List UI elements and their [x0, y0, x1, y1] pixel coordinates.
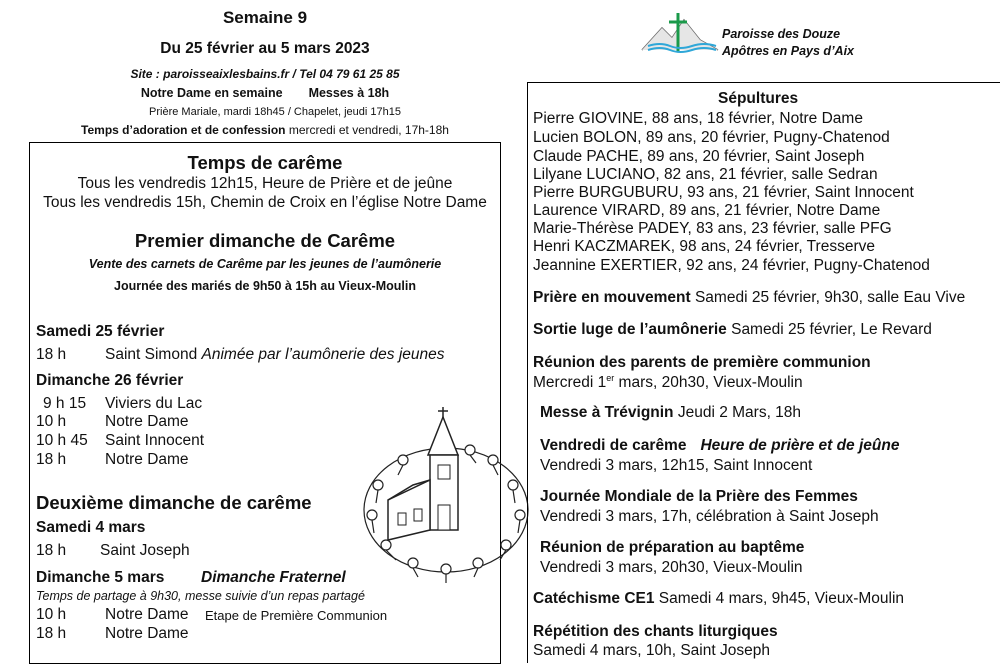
lent-friday-tag: Heure de prière et de jeûne — [700, 437, 900, 454]
lent-friday — [540, 437, 899, 455]
sun5-place: Notre Dame — [105, 625, 189, 642]
sun26-time: 18 h — [36, 451, 67, 468]
first-communion-parents-title: Réunion des parents de première communion — [533, 354, 871, 371]
lent-fridays-way-of-cross: Tous les vendredis 15h, Chemin de Croix en l’église Notre Dame — [43, 194, 487, 211]
parents-date-rest: mars, 20h30, Vieux-Moulin — [614, 374, 803, 392]
sat25-place — [105, 346, 445, 364]
sun26-time: 10 h — [36, 413, 67, 430]
sat25-place-name: Saint Simond — [105, 346, 198, 363]
lent-times-title: Temps de carême — [187, 152, 343, 173]
funeral-entry: Claude PACHE, 89 ans, 20 février, Saint Joseph — [533, 148, 865, 165]
baptism-prep-info: Vendredi 3 mars, 20h30, Vieux-Moulin — [540, 559, 803, 576]
adoration-times — [0, 123, 530, 137]
sun26-place: Notre Dame — [105, 413, 189, 430]
sun5-note: Temps de partage à 9h30, messe suivie d’un repas partagé — [36, 589, 365, 603]
catechism-title: Catéchisme CE1 — [533, 590, 655, 607]
womens-prayer-day-title: Journée Mondiale de la Prière des Femmes — [540, 488, 858, 505]
trevignin-mass — [540, 404, 801, 422]
sun26-title: Dimanche 26 février — [36, 372, 184, 389]
first-communion-parents-info — [533, 373, 803, 392]
first-communion-note: Etape de Première Communion — [205, 608, 388, 623]
sun26-time: 10 h 45 — [36, 432, 88, 449]
sledge-outing — [533, 321, 932, 339]
trevignin-mass-info: Jeudi 2 Mars, 18h — [673, 404, 802, 421]
nd-masses-label: Messes à 18h — [308, 86, 390, 100]
sat25-title: Samedi 25 février — [36, 323, 165, 340]
parish-name-line2: Apôtres en Pays d’Aix — [722, 44, 854, 58]
sun5-time: 18 h — [36, 625, 67, 642]
sat4-time: 18 h — [36, 542, 67, 559]
second-sunday-title: Deuxième dimanche de carême — [36, 492, 312, 513]
hymn-rehearsal-info: Samedi 4 mars, 10h, Saint Joseph — [533, 642, 770, 659]
prayer-in-motion-title: Prière en mouvement — [533, 289, 691, 306]
funeral-entry: Pierre BURGUBURU, 93 ans, 21 février, Saint Innocent — [533, 184, 914, 201]
adoration-label: Temps d’adoration et de confession — [81, 123, 286, 137]
week-title: Semaine 9 — [222, 8, 308, 27]
funerals-title: Sépultures — [718, 90, 799, 107]
lent-friday-title: Vendredi de carême — [540, 437, 687, 454]
parents-date: Mercredi 1 — [533, 374, 607, 392]
prayer-in-motion-info: Samedi 25 février, 9h30, salle Eau Vive — [690, 289, 966, 306]
sledge-outing-title: Sortie luge de l’aumônerie — [533, 321, 727, 338]
married-day-note: Journée des mariés de 9h50 à 15h au Vieux-Moulin — [114, 279, 416, 293]
parish-name-line1: Paroisse des Douze — [722, 27, 841, 41]
first-sunday-title: Premier dimanche de Carême — [134, 230, 396, 251]
funeral-entry: Marie-Thérèse PADEY, 83 ans, 23 février, salle PFG — [533, 220, 892, 237]
baptism-prep-title: Réunion de préparation au baptême — [540, 539, 805, 556]
first-sunday-note: Vente des carnets de Carême par les jeunes de l’aumônerie — [88, 257, 442, 271]
funeral-entry: Pierre GIOVINE, 88 ans, 18 février, Notre Dame — [533, 110, 863, 127]
hymn-rehearsal-title: Répétition des chants liturgiques — [533, 623, 778, 640]
lent-friday-info: Vendredi 3 mars, 12h15, Saint Innocent — [540, 457, 813, 474]
prayer-in-motion — [533, 289, 965, 307]
sun5-title: Dimanche 5 mars — [36, 569, 165, 586]
sun5-place: Notre Dame — [105, 606, 189, 623]
trevignin-mass-title: Messe à Trévignin — [540, 404, 674, 421]
sun26-place: Viviers du Lac — [105, 395, 203, 412]
sun5-tag: Dimanche Fraternel — [201, 569, 346, 586]
sun26-place: Notre Dame — [105, 451, 189, 468]
funeral-entry: Lilyane LUCIANO, 82 ans, 21 février, salle Sedran — [533, 166, 878, 183]
sat4-place: Saint Joseph — [100, 542, 190, 559]
parents-date-suffix: er — [606, 373, 615, 383]
funeral-entry: Lucien BOLON, 89 ans, 20 février, Pugny-Chatenod — [533, 129, 890, 146]
sat25-note: Animée par l’aumônerie des jeunes — [201, 346, 445, 363]
week-dates: Du 25 février au 5 mars 2023 — [160, 40, 370, 57]
lent-fridays-prayer: Tous les vendredis 12h15, Heure de Prière et de jeûne — [77, 175, 453, 192]
funeral-entry: Henri KACZMAREK, 98 ans, 24 février, Tresserve — [533, 238, 875, 255]
sun5-time: 10 h — [36, 606, 67, 623]
sun26-time: 9 h 15 — [43, 395, 87, 412]
funeral-entry: Laurence VIRARD, 89 ans, 21 février, Notre Dame — [533, 202, 881, 219]
sat4-title: Samedi 4 mars — [36, 519, 146, 536]
prayer-times: Prière Mariale, mardi 18h45 / Chapelet, jeudi 17h15 — [149, 106, 401, 118]
sat25-time: 18 h — [36, 346, 67, 363]
cross-mountain-logo — [640, 10, 720, 55]
funeral-entry: Jeannine EXERTIER, 92 ans, 24 février, Pugny-Chatenod — [533, 257, 930, 274]
nd-weekday-label: Notre Dame en semaine — [140, 86, 283, 100]
catechism-info: Samedi 4 mars, 9h45, Vieux-Moulin — [654, 590, 905, 607]
adoration-days: mercredi et vendredi, 17h-18h — [285, 123, 449, 137]
notre-dame-weekday — [0, 86, 530, 100]
sun26-place: Saint Innocent — [105, 432, 205, 449]
site-and-phone: Site : paroisseaixlesbains.fr / Tel 04 79 61 25 85 — [130, 67, 400, 81]
catechism — [533, 590, 904, 608]
church-with-children-drawing — [358, 405, 533, 585]
sledge-outing-info: Samedi 25 février, Le Revard — [726, 321, 932, 338]
womens-prayer-day-info: Vendredi 3 mars, 17h, célébration à Saint Joseph — [540, 508, 879, 525]
